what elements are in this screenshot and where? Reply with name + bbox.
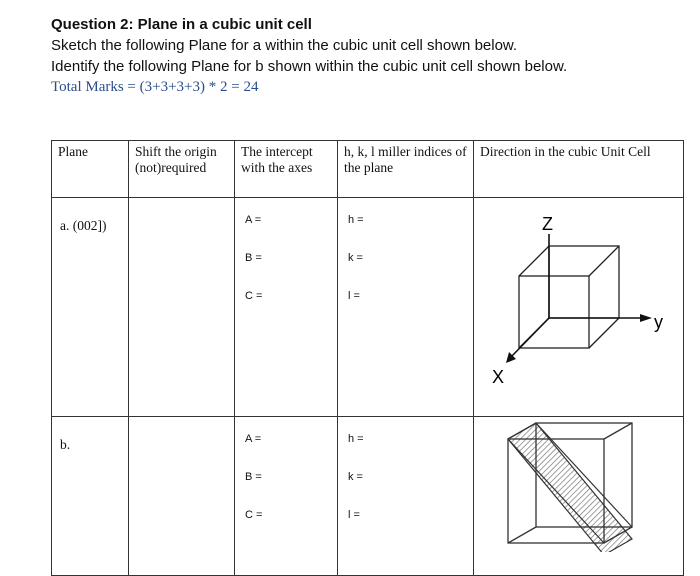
header-miller-indices: h, k, l miller indices of the plane: [338, 141, 474, 198]
intercept-b-label: B =: [245, 252, 262, 264]
intercepts-b[interactable]: [235, 417, 338, 576]
header-shift-origin: Shift the origin (not)required: [129, 141, 235, 198]
question-heading: [51, 14, 567, 98]
intercepts-a[interactable]: [235, 198, 338, 417]
instruction-line-2: Identify the following Plane for b shown within the cubic unit cell shown below.: [51, 58, 568, 75]
index-k-label: k =: [348, 252, 363, 264]
header-intercept: The intercept with the axes: [235, 141, 338, 198]
shift-origin-a[interactable]: [129, 198, 235, 417]
instruction-line-1: Sketch the following Plane for a within the cubic unit cell shown below.: [51, 37, 518, 54]
index-l-label: l =: [348, 290, 360, 302]
x-axis-label: X: [492, 367, 505, 387]
plane-b-label: b.: [52, 417, 129, 576]
table-header-row: [52, 141, 684, 198]
y-axis-label: y: [654, 312, 663, 332]
header-plane: Plane: [52, 141, 129, 198]
shift-origin-b[interactable]: [129, 417, 235, 576]
intercept-c-label: C =: [245, 509, 263, 521]
index-l-label: l =: [348, 509, 360, 521]
cube-figure-a: [474, 198, 684, 417]
table-row: [52, 417, 684, 576]
question-table: [51, 140, 684, 576]
question-title: Question 2: Plane in a cubic unit cell: [51, 16, 312, 33]
header-direction: Direction in the cubic Unit Cell: [474, 141, 684, 198]
table-row: [52, 198, 684, 417]
total-marks: Total Marks = (3+3+3+3) * 2 = 24: [51, 79, 259, 95]
index-h-label: h =: [348, 433, 364, 445]
intercept-a-label: A =: [245, 433, 262, 445]
intercept-b-label: B =: [245, 471, 262, 483]
index-h-label: h =: [348, 214, 364, 226]
miller-indices-b[interactable]: [338, 417, 474, 576]
unit-cube-plane-diagram: [474, 417, 684, 552]
plane-a-label: a. (002]): [52, 198, 129, 417]
intercept-a-label: A =: [245, 214, 262, 226]
x-axis: [510, 318, 549, 358]
miller-indices-a[interactable]: [338, 198, 474, 417]
z-axis-label: Z: [542, 214, 553, 234]
unit-cube-axes-diagram: [474, 198, 684, 393]
intercept-c-label: C =: [245, 290, 263, 302]
cube-figure-b: [474, 417, 684, 576]
index-k-label: k =: [348, 471, 363, 483]
